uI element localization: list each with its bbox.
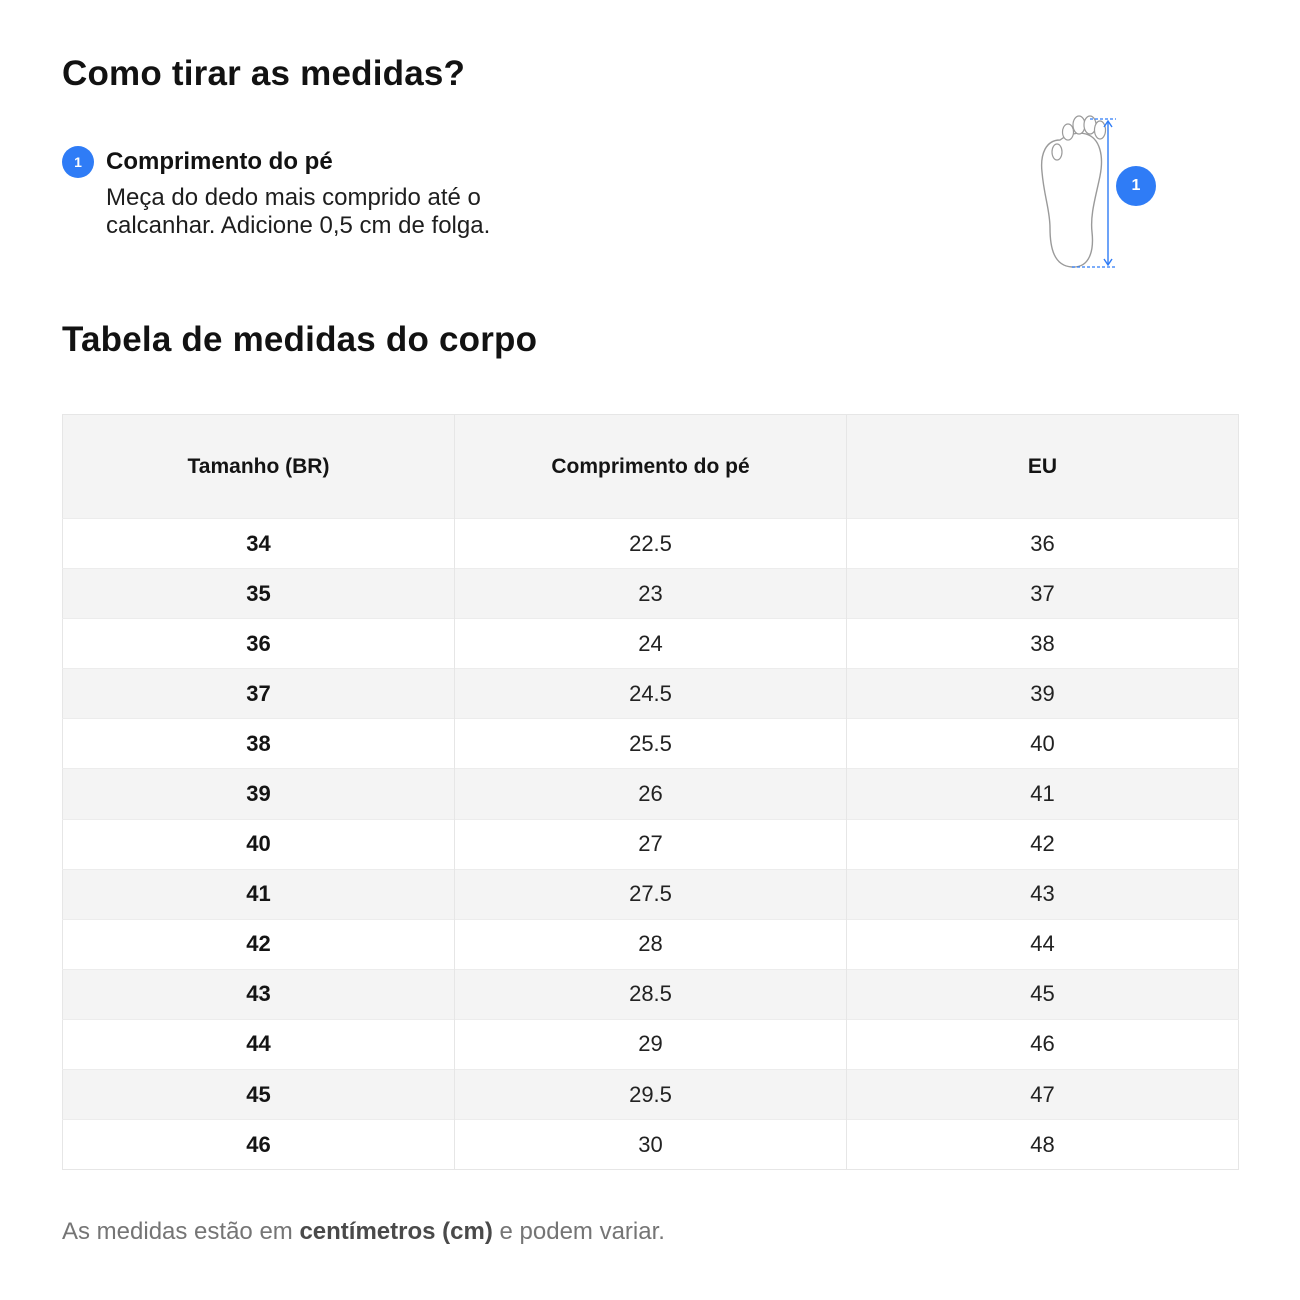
foot-measure-illustration (1020, 110, 1170, 280)
size-br-cell: 36 (63, 619, 455, 669)
size-br-cell: 42 (63, 919, 455, 969)
size-eu-cell: 38 (1030, 630, 1055, 656)
step-title: Comprimento do pé (106, 148, 333, 175)
size-eu-cell: 47 (1030, 1081, 1055, 1107)
size-table-title: Tabela de medidas do corpo (62, 320, 538, 359)
table-row (63, 869, 1239, 919)
size-br-cell: 43 (63, 969, 455, 1019)
units-footnote (62, 1218, 665, 1246)
size-eu-cell: 43 (1030, 881, 1055, 907)
foot-length-cell: 27 (455, 819, 847, 869)
header-size-br: Tamanho (BR) (63, 415, 455, 519)
foot-length-cell: 29.5 (455, 1070, 847, 1120)
size-br-cell: 38 (63, 719, 455, 769)
footnote-suffix: e podem variar. (492, 1218, 665, 1245)
foot-length-cell: 28 (455, 919, 847, 969)
foot-length-cell: 29 (455, 1019, 847, 1069)
how-to-measure-title: Como tirar as medidas? (62, 54, 466, 93)
table-row (63, 1019, 1239, 1069)
size-eu-cell: 46 (1030, 1031, 1055, 1057)
foot-length-cell: 23 (455, 569, 847, 619)
header-foot-length: Comprimento do pé (455, 415, 847, 519)
footnote-unit-emphasis: centímetros (cm) (299, 1218, 493, 1245)
foot-length-cell: 26 (455, 769, 847, 819)
size-br-cell: 41 (63, 869, 455, 919)
table-row (63, 569, 1239, 619)
size-br-cell: 37 (63, 669, 455, 719)
size-eu-cell: 48 (1030, 1131, 1055, 1157)
table-row (63, 769, 1239, 819)
size-br-cell: 34 (63, 519, 455, 569)
table-row (63, 1120, 1239, 1170)
foot-length-cell: 25.5 (455, 719, 847, 769)
size-eu-cell: 39 (1030, 680, 1055, 706)
size-br-cell: 40 (63, 819, 455, 869)
size-br-cell: 35 (63, 569, 455, 619)
foot-length-cell: 24 (455, 619, 847, 669)
figure-number-badge: 1 (1116, 166, 1156, 206)
step-description: Meça do dedo mais comprido até o calcanhar. Adicione 0,5 cm de folga. (106, 184, 491, 239)
size-eu-cell: 44 (1030, 931, 1055, 957)
foot-length-cell: 27.5 (455, 869, 847, 919)
table-row (63, 969, 1239, 1019)
header-eu: EU (1027, 454, 1058, 478)
size-eu-cell: 42 (1030, 831, 1055, 857)
step-number-badge: 1 (62, 146, 94, 178)
size-eu-cell: 45 (1030, 981, 1055, 1007)
size-eu-cell: 37 (1030, 580, 1055, 606)
footnote-prefix: As medidas estão em (62, 1218, 300, 1245)
size-eu-cell: 41 (1030, 781, 1055, 807)
size-br-cell: 46 (63, 1120, 455, 1170)
table-row (63, 919, 1239, 969)
foot-length-cell: 28.5 (455, 969, 847, 1019)
size-chart-table (62, 414, 1239, 1170)
table-row (63, 819, 1239, 869)
size-eu-cell: 40 (1030, 730, 1055, 756)
table-row (63, 669, 1239, 719)
table-row (63, 619, 1239, 669)
foot-length-cell: 22.5 (455, 519, 847, 569)
table-row (63, 519, 1239, 569)
size-eu-cell: 36 (1030, 530, 1055, 556)
foot-length-cell: 24.5 (455, 669, 847, 719)
size-br-cell: 44 (63, 1019, 455, 1069)
table-header-row (63, 415, 1239, 519)
table-row (63, 1070, 1239, 1120)
foot-length-cell: 30 (455, 1120, 847, 1170)
table-row (63, 719, 1239, 769)
size-br-cell: 39 (63, 769, 455, 819)
size-br-cell: 45 (63, 1070, 455, 1120)
